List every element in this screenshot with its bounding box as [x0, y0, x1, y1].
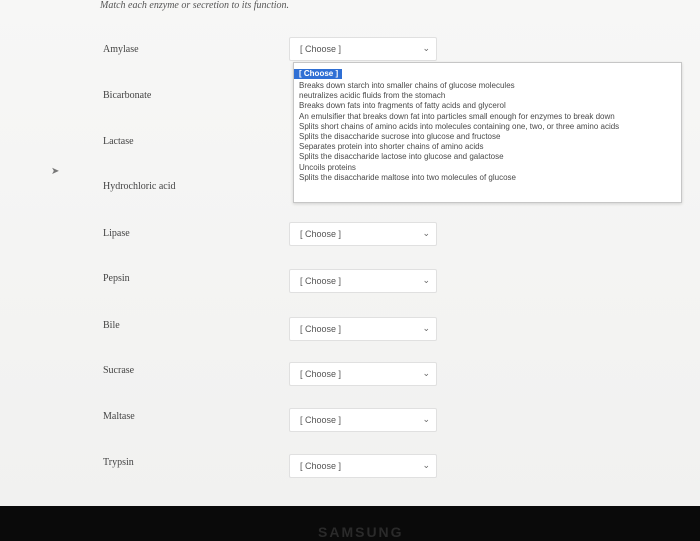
dropdown-option[interactable]: Uncoils proteins [299, 162, 356, 172]
match-row [0, 411, 700, 457]
answer-select[interactable] [289, 317, 437, 341]
dropdown-option[interactable]: Splits short chains of amino acids into molecules containing one, two, or three amino acids [299, 121, 620, 131]
term-label: Maltase [103, 411, 135, 422]
match-row [0, 273, 700, 319]
term-label: Amylase [103, 44, 139, 55]
answer-select[interactable] [289, 222, 437, 246]
select-value: [ Choose ] [300, 415, 342, 425]
term-label: Lactase [103, 136, 134, 147]
term-label: Pepsin [103, 273, 130, 284]
match-row [0, 365, 700, 411]
dropdown-option[interactable]: An emulsifier that breaks down fat into particles small enough for enzymes to break down [299, 111, 615, 121]
answer-select[interactable] [289, 37, 437, 61]
answer-select[interactable] [289, 408, 437, 432]
options-dropdown[interactable] [293, 62, 682, 203]
answer-select[interactable] [289, 269, 437, 293]
dropdown-option[interactable]: neutralizes acidic fluids from the stomach [299, 91, 446, 101]
dropdown-option[interactable]: [ Choose ] [294, 69, 342, 79]
match-row [0, 228, 700, 274]
chevron-down-icon: ⌄ [422, 323, 430, 333]
dropdown-option[interactable]: Splits the disaccharide lactose into glucose and galactose [299, 152, 504, 162]
dropdown-option[interactable]: Separates protein into shorter chains of amino acids [299, 142, 484, 152]
term-label: Hydrochloric acid [103, 181, 176, 192]
instruction-text: Match each enzyme or secretion to its function. [100, 0, 290, 11]
chevron-down-icon: ⌄ [422, 275, 430, 285]
dropdown-option[interactable]: Splits the disaccharide maltose into two molecules of glucose [299, 172, 516, 182]
term-label: Bile [103, 320, 120, 331]
mouse-cursor-icon: ➤ [51, 166, 60, 177]
chevron-down-icon: ⌄ [422, 228, 430, 238]
answer-select[interactable] [289, 454, 437, 478]
select-value: [ Choose ] [300, 461, 342, 471]
answer-select[interactable] [289, 362, 437, 386]
chevron-down-icon: ⌄ [422, 414, 430, 424]
term-label: Lipase [103, 228, 130, 239]
select-value: [ Choose ] [300, 324, 342, 334]
chevron-down-icon: ⌄ [422, 460, 430, 470]
term-label: Bicarbonate [103, 90, 152, 101]
term-label: Sucrase [103, 365, 135, 376]
chevron-down-icon: ⌄ [422, 368, 430, 378]
term-label: Trypsin [103, 457, 134, 468]
select-value: [ Choose ] [300, 44, 342, 54]
match-row [0, 320, 700, 366]
dropdown-option[interactable]: Breaks down fats into fragments of fatty acids and glycerol [299, 101, 506, 111]
dropdown-option[interactable]: Breaks down starch into smaller chains of glucose molecules [299, 81, 515, 90]
chevron-down-icon: ⌄ [422, 43, 430, 53]
select-value: [ Choose ] [300, 276, 342, 286]
dropdown-option[interactable]: Splits the disaccharide sucrose into glucose and fructose [299, 131, 501, 141]
select-value: [ Choose ] [300, 229, 342, 239]
brand-logo: SAMSUNG [318, 524, 404, 540]
select-value: [ Choose ] [300, 369, 342, 379]
match-row [0, 457, 700, 503]
